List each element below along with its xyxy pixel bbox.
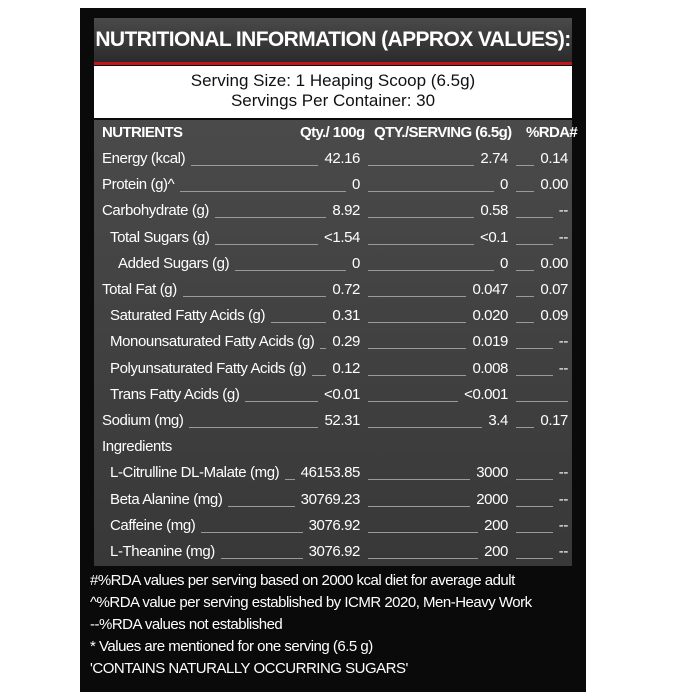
- nutrient-name: Saturated Fatty Acids (g): [110, 307, 266, 325]
- rda-value: --: [558, 202, 568, 220]
- table-row: [94, 251, 572, 277]
- leader-line: [235, 270, 346, 271]
- footnote-icmr: ^%RDA value per serving established by ICMR 2020, Men-Heavy Work: [90, 594, 532, 611]
- leader-line: [516, 270, 534, 271]
- qty-per-100g: 0.31: [332, 307, 360, 325]
- qty-per-100g: 0.12: [332, 359, 360, 377]
- leader-line: [368, 296, 466, 297]
- qty-per-100g: 0: [352, 254, 360, 272]
- leader-line: [183, 296, 327, 297]
- leader-line: [516, 348, 553, 349]
- leader-line: [516, 375, 553, 376]
- leader-line: [368, 270, 494, 271]
- leader-line: [368, 427, 482, 428]
- leader-line: [368, 375, 466, 376]
- section-row: [94, 434, 572, 460]
- nutrient-name: L-Citrulline DL-Malate (mg): [110, 464, 280, 482]
- qty-per-serving: 0.020: [472, 307, 508, 325]
- leader-line: [368, 401, 458, 402]
- qty-per-serving: 0.047: [472, 281, 508, 298]
- footnotes: [90, 570, 580, 680]
- leader-line: [191, 165, 318, 166]
- nutrient-name: Caffeine (mg): [110, 516, 196, 534]
- qty-per-100g: 52.31: [324, 412, 360, 429]
- table-row: [94, 225, 572, 251]
- label-title: NUTRITIONAL INFORMATION (APPROX VALUES):: [95, 28, 571, 51]
- qty-per-100g: 0: [352, 176, 360, 194]
- leader-line: [228, 506, 294, 507]
- qty-per-100g: 42.16: [324, 150, 360, 167]
- leader-line: [221, 558, 303, 559]
- leader-line: [516, 191, 534, 192]
- leader-line: [245, 401, 318, 402]
- leader-line: [516, 427, 534, 428]
- table-row: [94, 460, 572, 486]
- qty-per-serving: 0: [500, 254, 508, 272]
- leader-line: [285, 479, 294, 480]
- rda-value: --: [558, 516, 568, 534]
- leader-line: [189, 427, 318, 428]
- nutrient-name: Beta Alanine (mg): [110, 490, 223, 508]
- table-row: [94, 356, 572, 382]
- table-row: [94, 487, 572, 513]
- table-row: [94, 408, 572, 434]
- nutrient-name: Added Sugars (g): [118, 254, 230, 272]
- table-row: [94, 277, 572, 303]
- rda-value: --: [558, 359, 568, 377]
- qty-per-serving: 0: [500, 176, 508, 194]
- leader-line: [516, 479, 553, 480]
- leader-line: [516, 558, 553, 559]
- product-code: PM3361: [590, 561, 605, 608]
- rda-value: 0.09: [540, 307, 568, 325]
- qty-per-100g: 3076.92: [308, 516, 360, 534]
- qty-per-serving: 3.4: [488, 412, 508, 429]
- qty-per-serving: 0.019: [472, 333, 508, 351]
- rda-value: --: [558, 490, 568, 508]
- nutrient-name: Sodium (mg): [102, 412, 184, 429]
- leader-line: [368, 244, 474, 245]
- qty-per-serving: <0.001: [464, 385, 508, 403]
- rda-value: 0.07: [540, 281, 568, 298]
- leader-line: [215, 217, 326, 218]
- qty-per-serving: 200: [484, 516, 508, 534]
- leader-line: [368, 217, 474, 218]
- table-row: [94, 513, 572, 539]
- qty-per-100g: 46153.85: [300, 464, 360, 482]
- footnote-not-established: --%RDA values not established: [90, 616, 283, 633]
- rda-value: --: [558, 333, 568, 351]
- qty-per-serving: 0.58: [480, 202, 508, 220]
- nutrient-name: Energy (kcal): [102, 150, 186, 167]
- rda-value: 0.00: [540, 176, 568, 194]
- nutrient-name: Total Sugars (g): [110, 228, 210, 246]
- leader-line: [516, 217, 553, 218]
- qty-per-100g: 0.72: [332, 281, 360, 298]
- footnote-sugars: 'CONTAINS NATURALLY OCCURRING SUGARS': [90, 660, 408, 677]
- leader-line: [368, 191, 494, 192]
- header-nutrients: NUTRIENTS: [102, 124, 183, 141]
- leader-line: [271, 322, 326, 323]
- leader-line: [215, 244, 318, 245]
- table-row: [94, 539, 572, 565]
- rda-value: --: [558, 228, 568, 246]
- leader-line: [516, 322, 534, 323]
- rda-value: 0.00: [540, 254, 568, 272]
- qty-per-serving: 2000: [476, 490, 508, 508]
- qty-per-100g: 8.92: [332, 202, 360, 220]
- qty-per-serving: 2.74: [480, 150, 508, 167]
- footnote-one-serving: * Values are mentioned for one serving (6.5 g): [90, 638, 373, 655]
- table-row: [94, 329, 572, 355]
- qty-per-100g: <1.54: [324, 228, 360, 246]
- header-rda: %RDA#: [526, 124, 578, 141]
- table-header-row: [94, 120, 578, 146]
- leader-line: [368, 479, 470, 480]
- leader-line: [516, 532, 553, 533]
- qty-per-100g: 3076.92: [308, 543, 360, 560]
- nutrient-name: Polyunsaturated Fatty Acids (g): [110, 359, 307, 377]
- rda-value: --: [558, 464, 568, 482]
- table-row: [94, 146, 572, 172]
- table-row: [94, 198, 572, 224]
- header-qty-serving: QTY./SERVING (6.5g): [374, 124, 512, 141]
- leader-line: [516, 296, 534, 297]
- header-qty-100g: Qty./ 100g: [300, 124, 365, 141]
- rda-value: 0.14: [540, 150, 568, 167]
- leader-line: [320, 348, 326, 349]
- nutrition-label: [80, 8, 605, 692]
- leader-line: [201, 532, 302, 533]
- rda-value: --: [558, 543, 568, 560]
- qty-per-100g: 30769.23: [300, 490, 360, 508]
- serving-size: Serving Size: 1 Heaping Scoop (6.5g): [190, 71, 476, 90]
- qty-per-100g: <0.01: [324, 385, 360, 403]
- servings-per-container: Servings Per Container: 30: [230, 91, 436, 110]
- nutrient-name: Total Fat (g): [102, 281, 177, 298]
- nutrient-name: Ingredients: [102, 438, 172, 456]
- qty-per-serving: 3000: [476, 464, 508, 482]
- title-bar: [94, 18, 572, 65]
- leader-line: [516, 401, 568, 402]
- qty-per-100g: 0.29: [332, 333, 360, 351]
- nutrient-name: Monounsaturated Fatty Acids (g): [110, 333, 315, 351]
- leader-line: [368, 532, 478, 533]
- leader-line: [312, 375, 326, 376]
- leader-line: [516, 244, 553, 245]
- leader-line: [180, 191, 346, 192]
- nutrient-name: Carbohydrate (g): [102, 202, 209, 220]
- leader-line: [368, 506, 470, 507]
- table-row: [94, 382, 572, 408]
- leader-line: [516, 506, 553, 507]
- qty-per-serving: 200: [484, 543, 508, 560]
- table-row: [94, 303, 572, 329]
- leader-line: [368, 165, 474, 166]
- table-row: [94, 172, 572, 198]
- leader-line: [516, 165, 534, 166]
- leader-line: [368, 348, 466, 349]
- qty-per-serving: <0.1: [479, 228, 508, 246]
- nutrient-name: Trans Fatty Acids (g): [110, 385, 240, 403]
- serving-info-box: [94, 66, 572, 118]
- nutrient-name: Protein (g)^: [102, 176, 175, 194]
- leader-line: [368, 558, 478, 559]
- rda-value: 0.17: [540, 412, 568, 429]
- footnote-rda: #%RDA values per serving based on 2000 kcal diet for average adult: [90, 572, 515, 589]
- nutrient-name: L-Theanine (mg): [110, 543, 215, 560]
- leader-line: [368, 322, 466, 323]
- qty-per-serving: 0.008: [472, 359, 508, 377]
